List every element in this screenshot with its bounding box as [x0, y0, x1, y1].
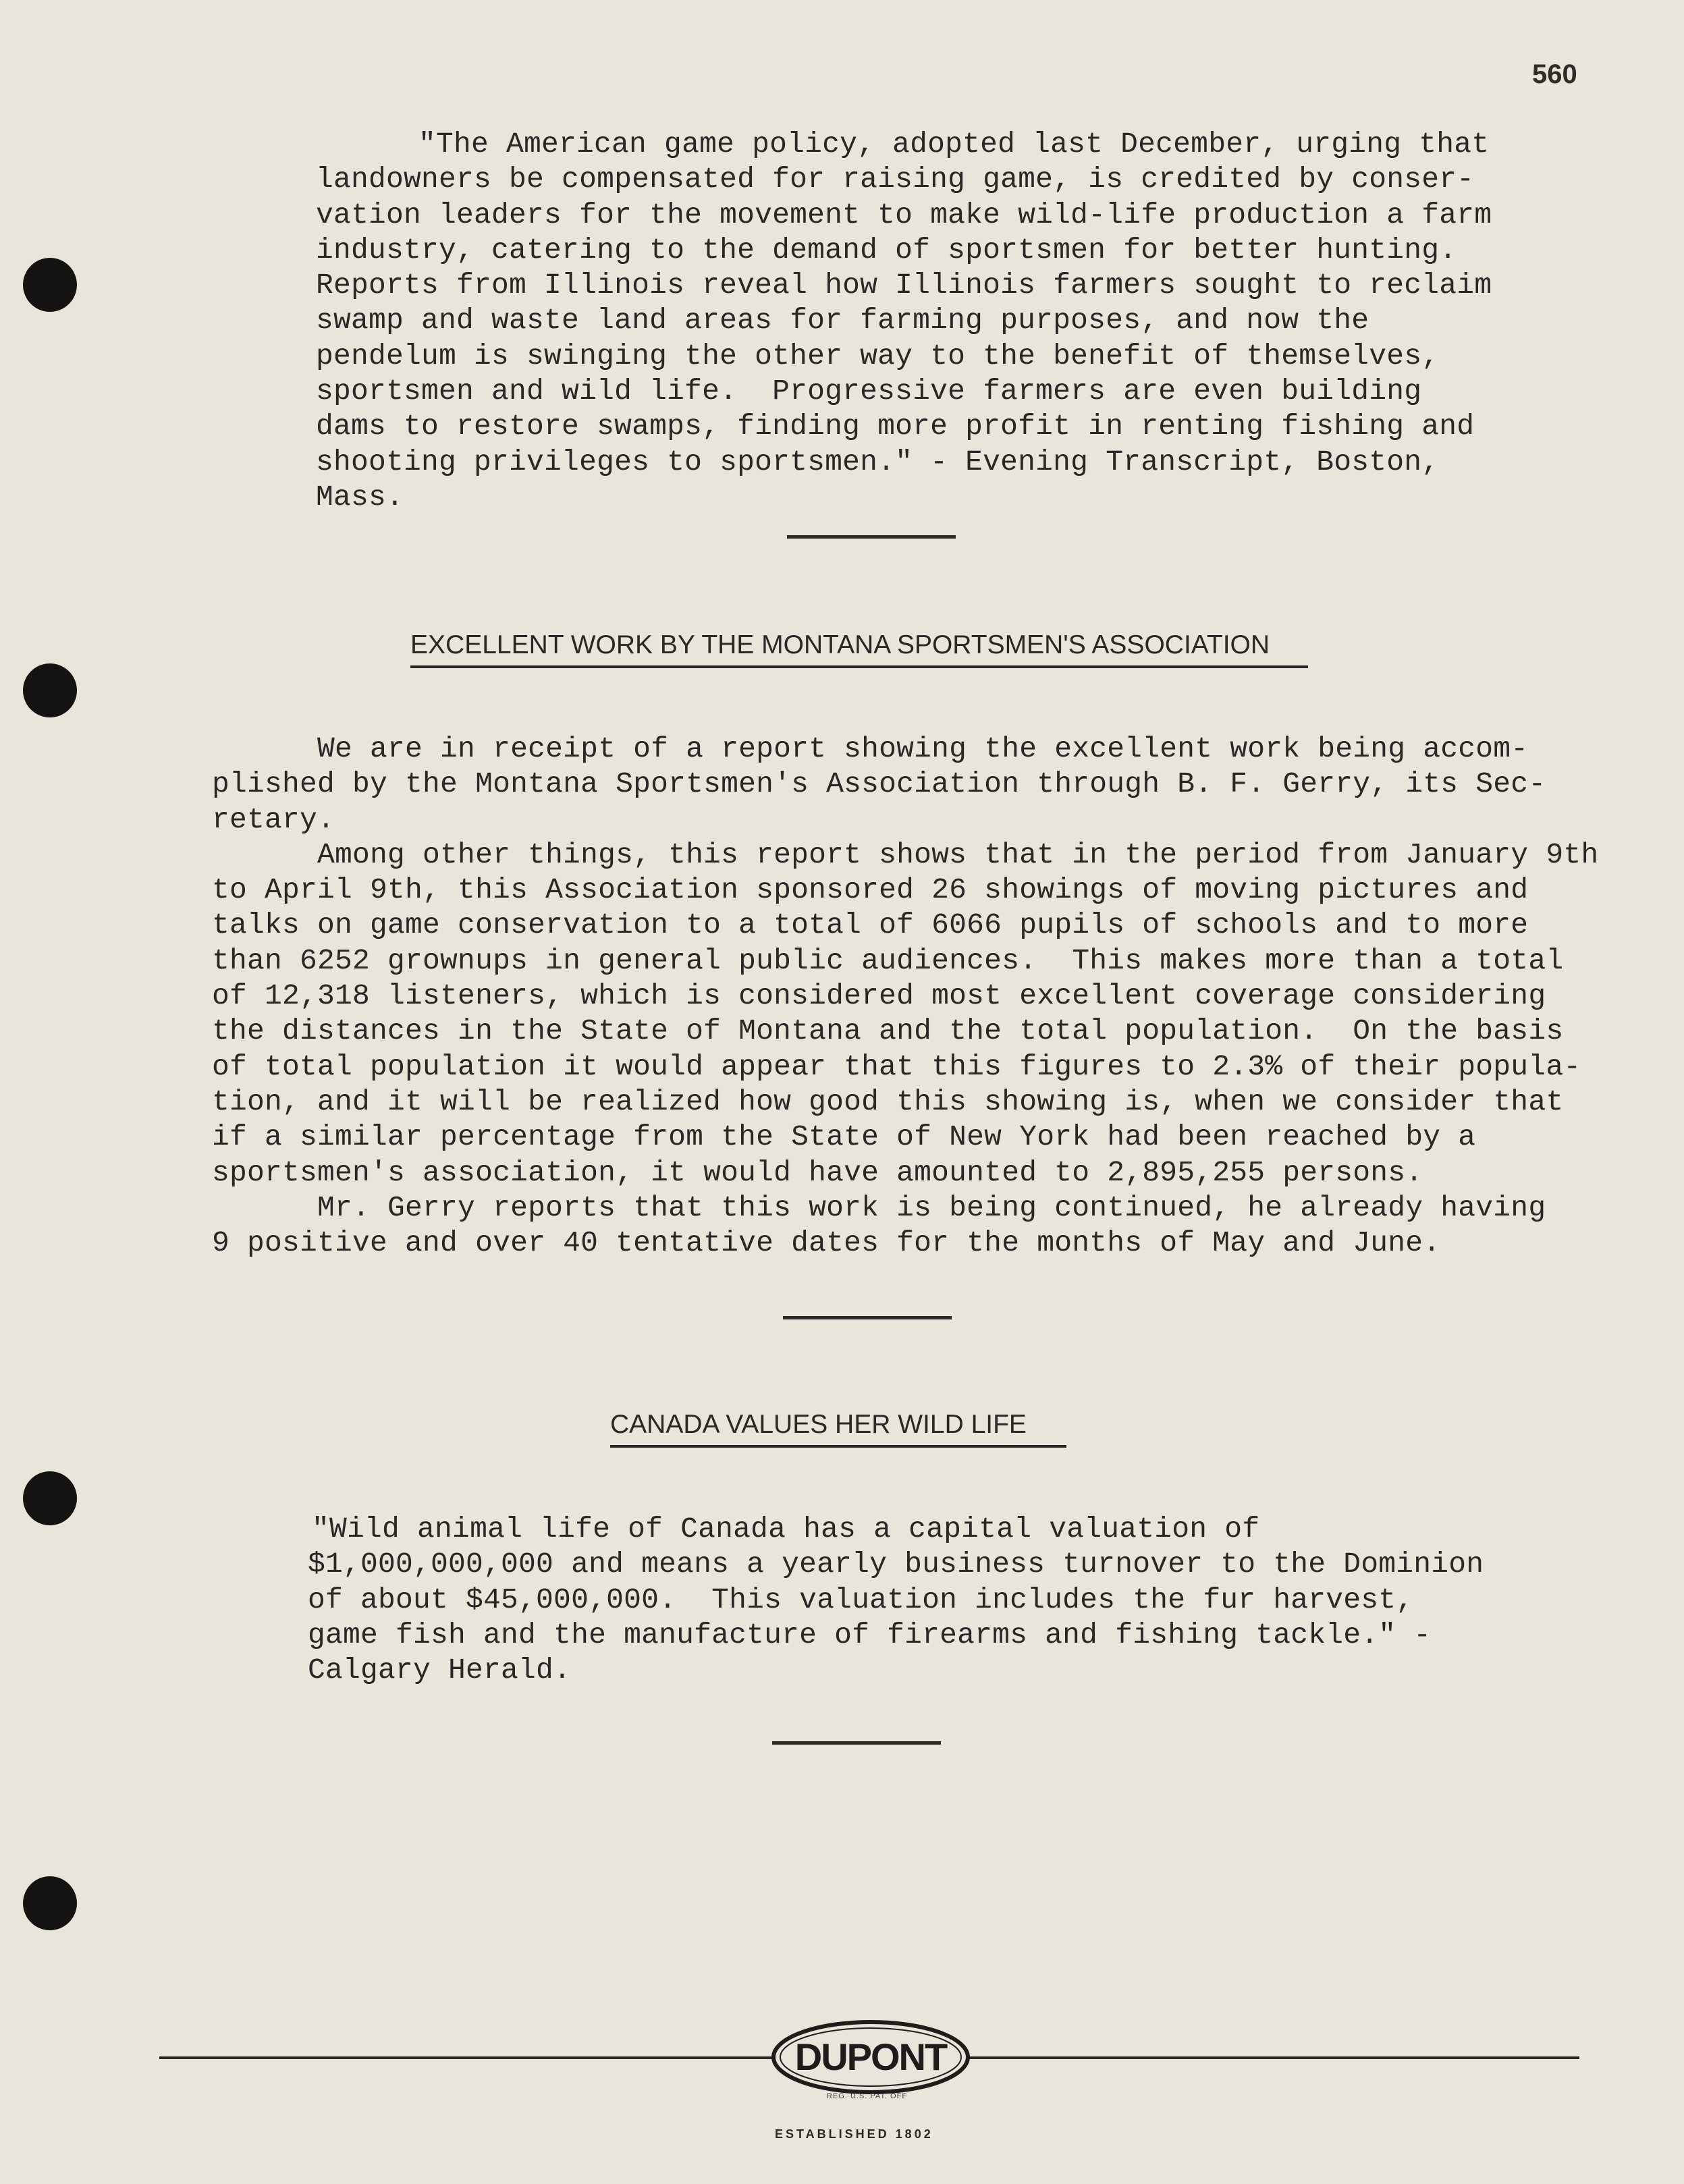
text-line: "Wild animal life of Canada has a capital valuation of [207, 1512, 1260, 1546]
established-year: ESTABLISHED 1802 [775, 2127, 933, 2141]
section-divider [783, 1316, 952, 1319]
text-line: sportsmen and wild life. Progressive farmers are even building [316, 375, 1422, 408]
section-divider [787, 535, 956, 539]
text-line: $1,000,000,000 and means a yearly business turnover to the Dominion [308, 1548, 1484, 1581]
binder-hole [23, 258, 77, 312]
text-line: the distances in the State of Montana and the total population. On the basis [212, 1014, 1564, 1048]
footer-rule-left [159, 2056, 775, 2059]
quote-evening-transcript [316, 127, 1492, 515]
text-line: if a similar percentage from the State of New York had been reached by a [212, 1120, 1476, 1154]
montana-report-body [212, 732, 1598, 1261]
section-heading-montana: EXCELLENT WORK BY THE MONTANA SPORTSMEN'S ASSOCIATION [410, 629, 1308, 668]
text-line: dams to restore swamps, finding more profit in renting fishing and [316, 410, 1475, 443]
text-line: game fish and the manufacture of firearms and fishing tackle." - [308, 1618, 1432, 1651]
logo-text: DUPONT [794, 2036, 947, 2078]
text-line: of about $45,000,000. This valuation includes the fur harvest, [308, 1583, 1414, 1616]
text-line: "The American game policy, adopted last December, urging that [418, 128, 1490, 161]
dupont-logo [769, 2017, 972, 2098]
registered-trademark: REG. U.S. PAT. OFF [827, 2092, 908, 2100]
text-line: Calgary Herald. [308, 1654, 572, 1687]
text-line: to April 9th, this Association sponsored 26 showings of moving pictures and [212, 873, 1529, 907]
binder-hole [23, 1876, 77, 1930]
text-line: than 6252 grownups in general public audiences. This makes more than a total [212, 944, 1564, 977]
text-line: of total population it would appear that this figures to 2.3% of their popula- [212, 1049, 1581, 1083]
text-line: 9 positive and over 40 tentative dates for the months of May and June. [212, 1226, 1441, 1260]
text-line: talks on game conservation to a total of 6066 pupils of schools and to more [212, 908, 1529, 942]
page-number: 560 [1532, 59, 1577, 89]
footer-rule-right [967, 2056, 1579, 2059]
canada-quote-body [207, 1512, 1484, 1688]
text-line: tion, and it will be realized how good this showing is, when we consider that [212, 1085, 1564, 1118]
text-line: Mass. [316, 480, 404, 514]
binder-hole [23, 663, 77, 717]
text-line: of 12,318 listeners, which is considered most excellent coverage considering [212, 979, 1546, 1013]
text-line: plished by the Montana Sportsmen's Association through B. F. Gerry, its Sec- [212, 767, 1546, 801]
text-line: industry, catering to the demand of sportsmen for better hunting. [316, 233, 1457, 267]
section-divider [772, 1741, 941, 1745]
text-line: landowners be compensated for raising game, is credited by conser- [316, 163, 1475, 196]
binder-hole [23, 1471, 77, 1525]
text-line: Mr. Gerry reports that this work is being continued, he already having [212, 1191, 1546, 1224]
section-heading-canada: CANADA VALUES HER WILD LIFE [610, 1409, 1066, 1448]
text-line: sportsmen's association, it would have amounted to 2,895,255 persons. [212, 1155, 1423, 1189]
text-line: Among other things, this report shows that in the period from January 9th [212, 838, 1599, 871]
text-line: Reports from Illinois reveal how Illinois farmers sought to reclaim [316, 269, 1492, 302]
text-line: swamp and waste land areas for farming purposes, and now the [316, 304, 1369, 337]
text-line: vation leaders for the movement to make wild-life production a farm [316, 198, 1492, 231]
text-line: shooting privileges to sportsmen." - Evening Transcript, Boston, [316, 445, 1440, 479]
text-line: retary. [212, 802, 335, 836]
text-line: pendelum is swinging the other way to the benefit of themselves, [316, 339, 1440, 373]
text-line: We are in receipt of a report showing the excellent work being accom- [212, 732, 1529, 765]
